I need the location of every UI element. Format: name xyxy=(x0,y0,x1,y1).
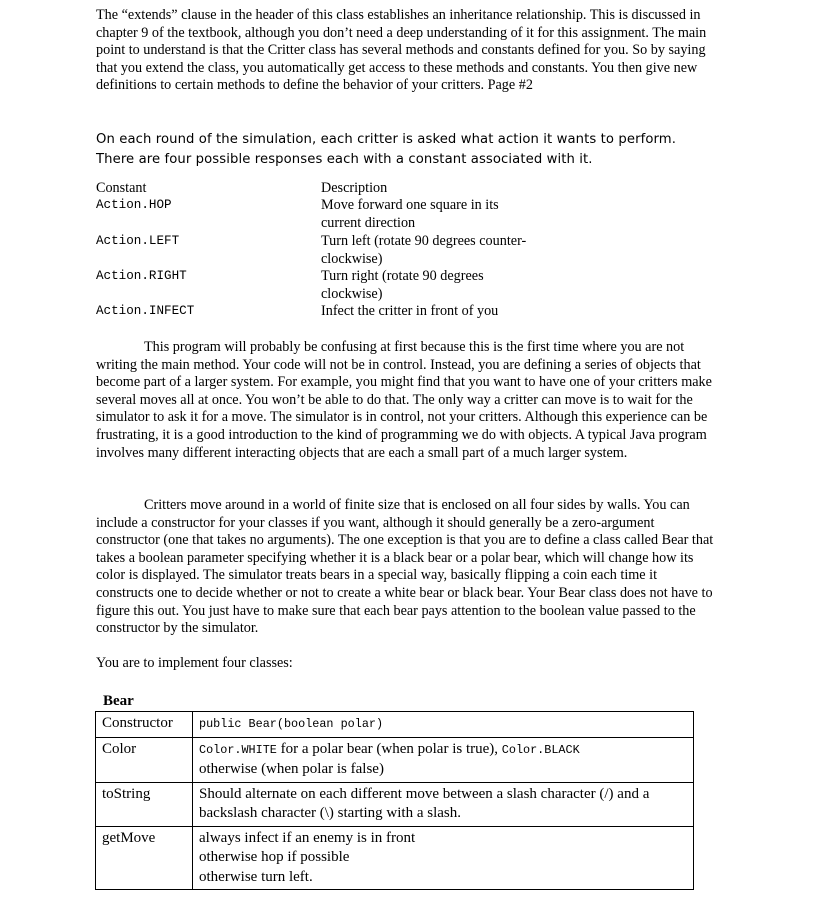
label-constructor: Constructor xyxy=(96,712,193,738)
description-left: Turn left (rotate 90 degrees counter-clockwise) xyxy=(321,233,527,267)
constant-left: Action.LEFT xyxy=(96,234,180,248)
bear-row-color xyxy=(96,737,694,782)
world-paragraph: Critters move around in a world of finite size that is enclosed on all four sides by walls. You can include a constructor for your classes if you want, although it should generally be a zero-argument constructor (one that takes no arguments). The one exception is that you are to define a class called Bear that takes a boolean parameter specifying whether it is a black bear or a polar bear, which will change how its color is displayed. The simulator treats bears in a special way, basically flipping a coin each time it constructs one to decide whether or not to create a white bear or black bear. Your Bear class does not have to figure this out. You just have to make sure that each bear pays attention to the boolean value passed to the constructor by the simulator. xyxy=(96,497,714,637)
bear-class-title: Bear xyxy=(103,693,134,709)
header-constant: Constant xyxy=(96,180,147,196)
value-getmove xyxy=(193,826,694,890)
constructor-signature: public Bear(boolean polar) xyxy=(199,717,384,731)
implement-paragraph: You are to implement four classes: xyxy=(96,655,293,671)
getmove-line-2: otherwise hop if possible xyxy=(199,849,350,865)
constant-right: Action.RIGHT xyxy=(96,269,187,283)
color-white-code: Color.WHITE xyxy=(199,742,277,757)
getmove-line-3: otherwise turn left. xyxy=(199,868,313,885)
constant-hop: Action.HOP xyxy=(96,198,172,212)
bear-row-constructor xyxy=(96,712,694,738)
constant-infect: Action.INFECT xyxy=(96,304,195,318)
confusing-paragraph: This program will probably be confusing at first because this is the first time where you are not writing the main method. Your code will not be in control. Instead, you are defining a series of objects that become part of a larger system. For example, you might find that you want to have one of your critters make several moves all at once. You won’t be able to do that. The only way a critter can move is to wait for the simulator to ask it for a move. The simulator is in control, not your critters. Although this experience can be frustrating, it is a good introduction to the kind of programming we do with objects. A typical Java program involves many different interacting objects that are each a small part of a much larger system. xyxy=(96,339,712,461)
description-hop: Move forward one square in its current direction xyxy=(321,197,499,231)
description-right: Turn right (rotate 90 degrees clockwise) xyxy=(321,268,484,302)
color-mid-text: for a polar bear (when polar is true), xyxy=(276,740,502,757)
getmove-line-1: always infect if an enemy is in front xyxy=(199,829,416,846)
color-end-text: otherwise (when polar is false) xyxy=(199,761,384,777)
value-tostring: Should alternate on each different move between a slash character (/) and a backslash character (\) starting with a slash. xyxy=(193,782,694,826)
header-description: Description xyxy=(321,180,388,196)
description-infect: Infect the critter in front of you xyxy=(321,303,499,319)
bear-row-tostring xyxy=(96,782,694,826)
value-color xyxy=(193,737,694,782)
color-black-code: Color.BLACK xyxy=(501,742,580,757)
label-color: Color xyxy=(96,737,193,782)
label-tostring: toString xyxy=(96,782,193,826)
bear-row-getmove xyxy=(96,826,694,890)
label-getmove: getMove xyxy=(96,826,193,890)
round-paragraph: On each round of the simulation, each critter is asked what action it wants to perform. There are four possible responses each with a constant associated with it. xyxy=(96,132,677,167)
intro-paragraph: The “extends” clause in the header of this class establishes an inheritance relationship. This is discussed in chapter 9 of the textbook, although you don’t need a deep understanding of it for this assignment. The main point to understand is that the Critter class has several methods and constants defined for you. So by saying that you extend the class, you automatically get access to these methods and constants. You then give new definitions to certain methods to define the behavior of your critters. Page #2 xyxy=(96,7,707,94)
value-constructor xyxy=(193,712,694,738)
bear-spec-table xyxy=(95,711,694,890)
